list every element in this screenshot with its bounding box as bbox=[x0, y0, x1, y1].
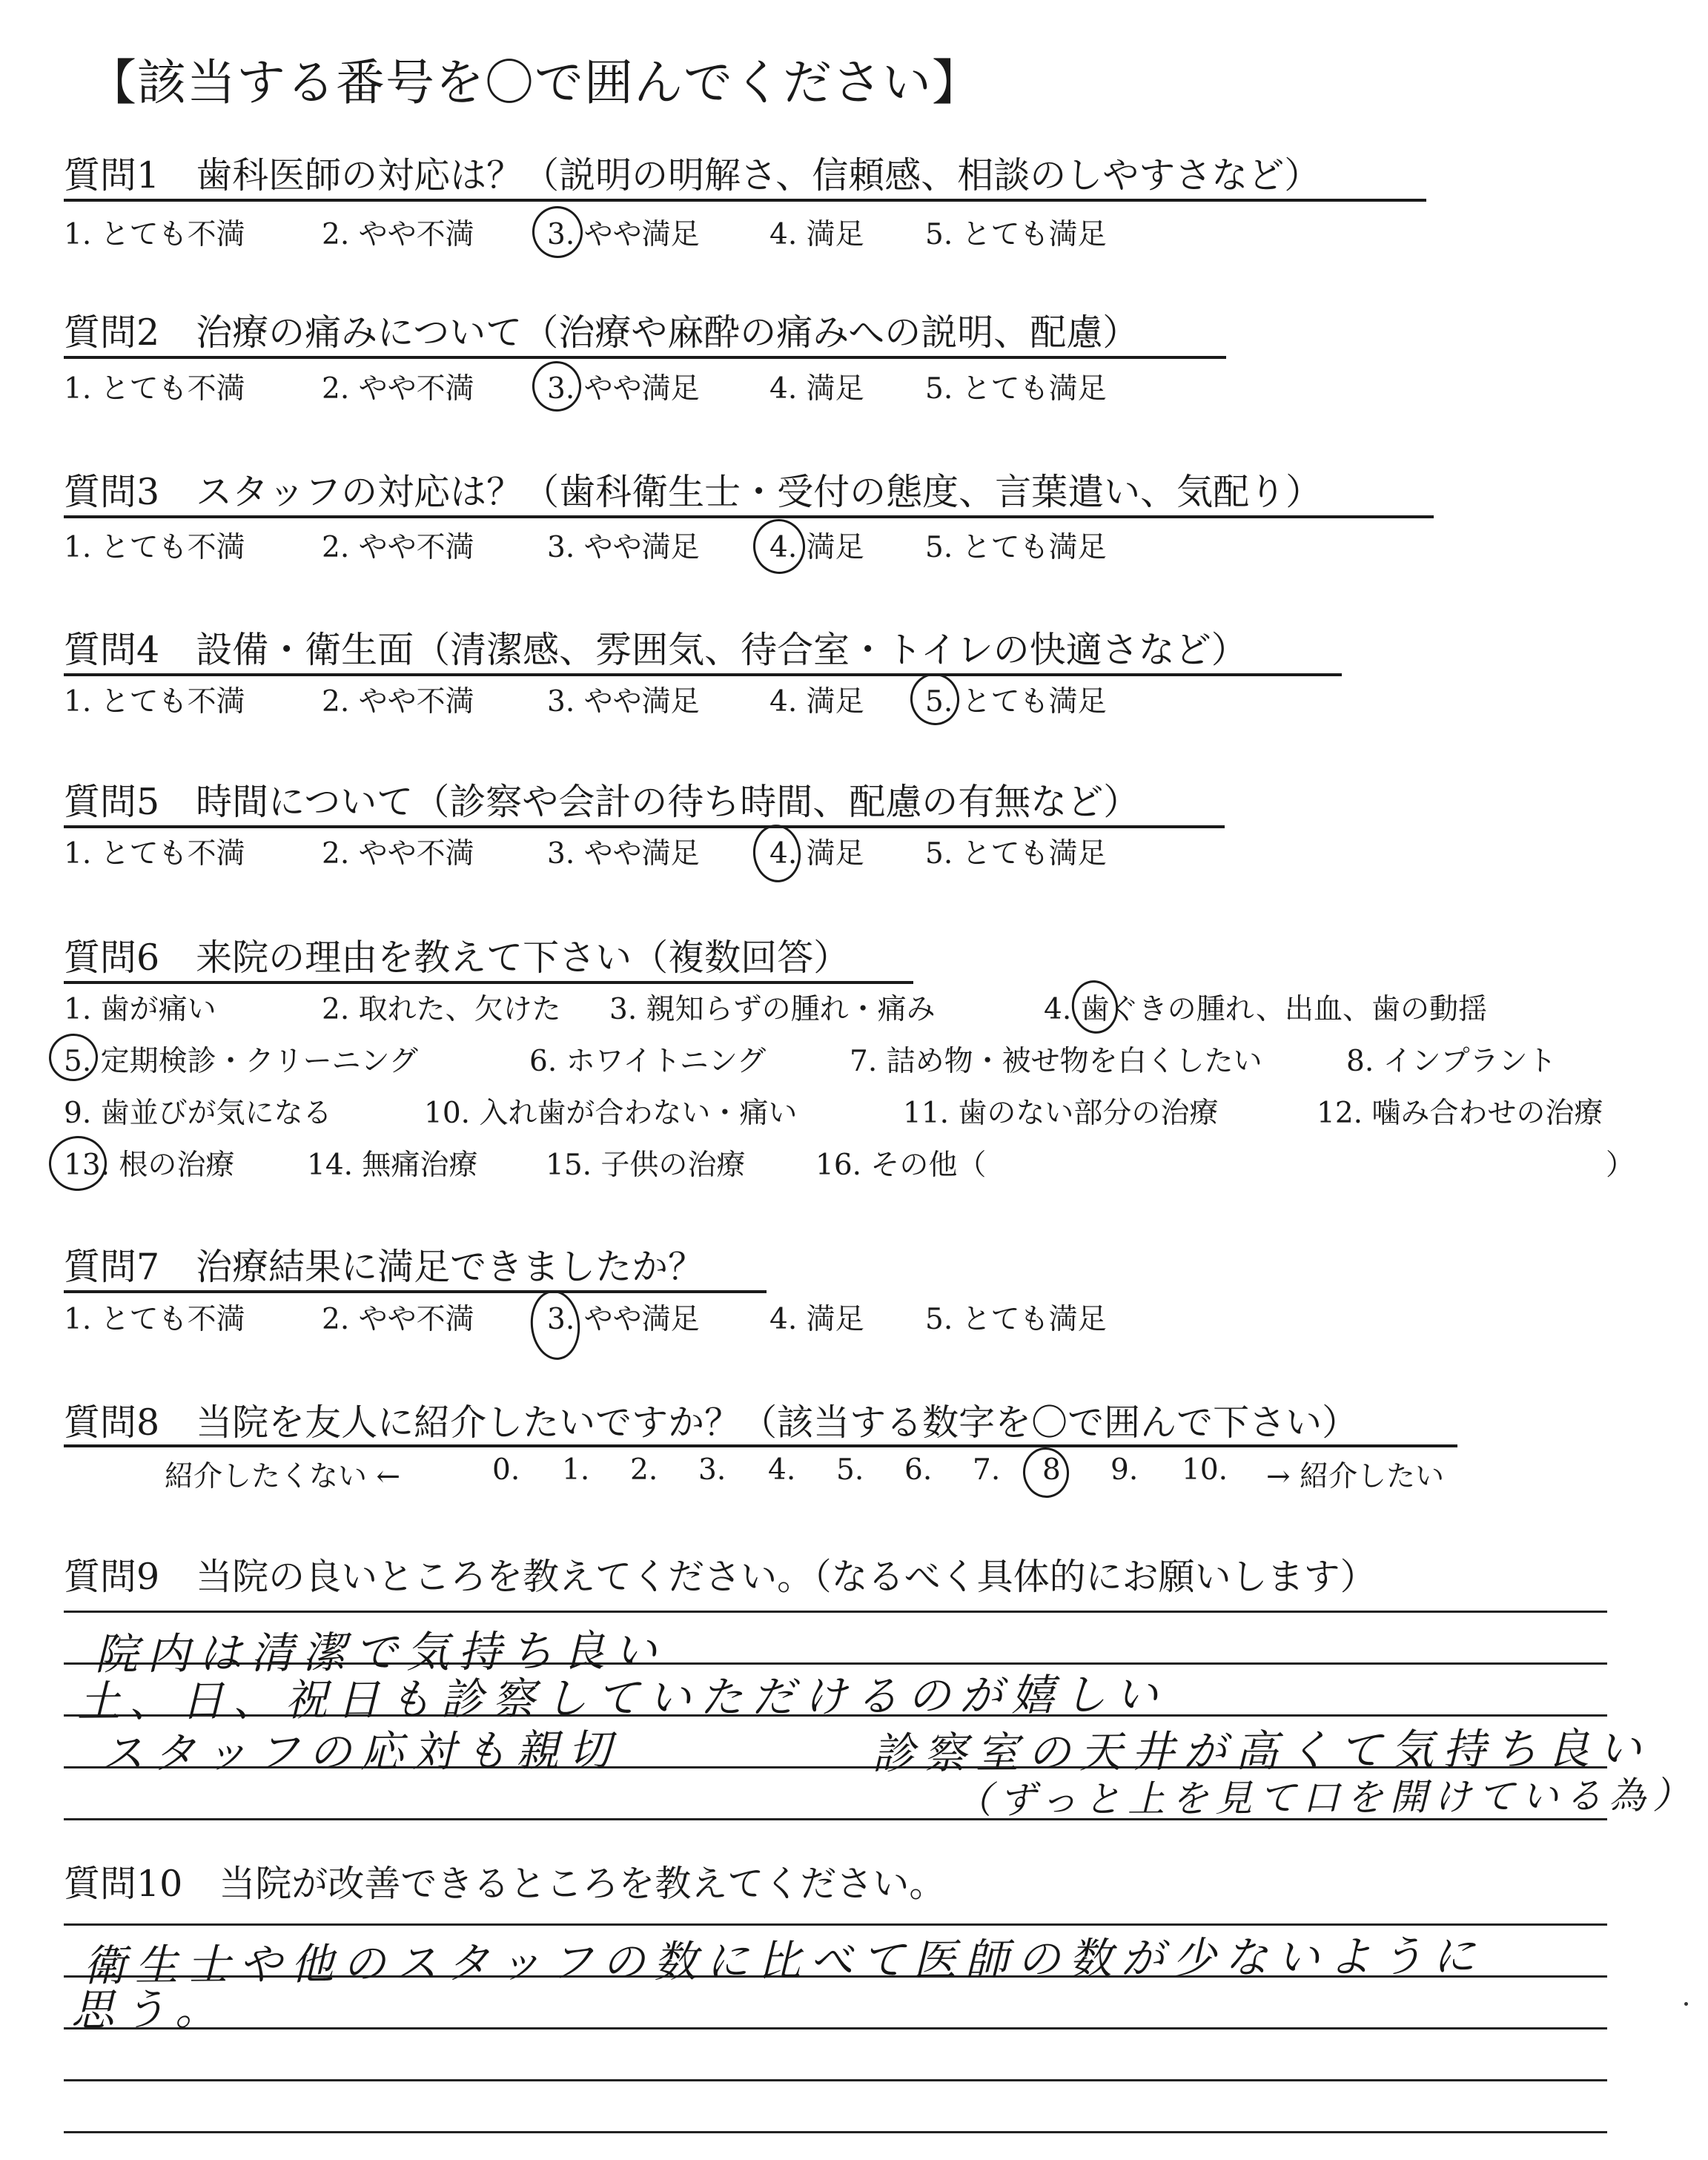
q6-option-12[interactable]: 12. 噛み合わせの治療 bbox=[1317, 1097, 1603, 1130]
question-5-underline bbox=[64, 825, 1225, 828]
q8-score-0[interactable]: 0. bbox=[492, 1453, 520, 1487]
q6-option-13[interactable]: 13. 根の治療 bbox=[64, 1149, 235, 1182]
q9-answer-text-1: 院内は清潔で気持ち良い bbox=[94, 1625, 666, 1680]
q10-answer-line-5 bbox=[64, 2131, 1607, 2133]
scan-speck bbox=[1684, 2002, 1688, 2006]
q3-option-3[interactable]: 3. やや満足 bbox=[547, 531, 700, 564]
q6-option-9[interactable]: 9. 歯並びが気になる bbox=[64, 1097, 332, 1130]
q7-option-2[interactable]: 2. やや不満 bbox=[322, 1303, 474, 1336]
q3-option-4[interactable]: 4. 満足 bbox=[769, 531, 864, 564]
question-6-underline bbox=[64, 981, 913, 984]
question-8-heading: 質問8 当院を友人に紹介したいですか？（該当する数字を〇で囲んで下さい） bbox=[64, 1401, 1359, 1444]
q4-option-5[interactable]: 5. とても満足 bbox=[925, 685, 1107, 719]
q8-score-8[interactable]: 8 bbox=[1042, 1453, 1061, 1487]
q2-option-1[interactable]: 1. とても不満 bbox=[64, 372, 245, 406]
q8-score-1[interactable]: 1. bbox=[562, 1453, 590, 1487]
q3-option-5[interactable]: 5. とても満足 bbox=[925, 531, 1107, 564]
q2-option-2[interactable]: 2. やや不満 bbox=[322, 372, 474, 406]
q9-answer-text-5: （ずっと上を見て口を開けている為） bbox=[954, 1774, 1697, 1822]
question-4-heading: 質問4 設備・衛生面（清潔感、雰囲気、待合室・トイレの快適さなど） bbox=[64, 629, 1248, 671]
q6-option-5[interactable]: 5. 定期検診・クリーニング bbox=[64, 1045, 418, 1078]
q2-option-3[interactable]: 3. やや満足 bbox=[547, 372, 700, 406]
q8-score-9[interactable]: 9. bbox=[1110, 1453, 1139, 1487]
question-4-underline bbox=[64, 673, 1342, 676]
q5-option-5[interactable]: 5. とても満足 bbox=[925, 837, 1107, 871]
question-5-heading: 質問5 時間について（診察や会計の待ち時間、配慮の有無など） bbox=[64, 781, 1140, 823]
q8-left-label: 紹介したくない ← bbox=[165, 1460, 401, 1493]
q2-option-4[interactable]: 4. 満足 bbox=[769, 372, 864, 406]
q10-answer-text-1: 衛生士や他のスタッフの数に比べて医師の数が少ないように bbox=[82, 1930, 1485, 1991]
q9-answer-text-4: 診察室の天井が高くて気持ち良い bbox=[871, 1723, 1651, 1779]
q6-option-16[interactable]: 16. その他（ bbox=[815, 1149, 987, 1182]
question-1-heading: 質問1 歯科医師の対応は？（説明の明解さ、信頼感、相談のしやすさなど） bbox=[64, 154, 1321, 196]
question-7-underline bbox=[64, 1290, 767, 1293]
q8-score-2[interactable]: 2. bbox=[630, 1453, 658, 1487]
question-9-heading: 質問9 当院の良いところを教えてください。（なるべく具体的にお願いします） bbox=[64, 1556, 1377, 1598]
q3-option-2[interactable]: 2. やや不満 bbox=[322, 531, 474, 564]
question-7-heading: 質問7 治療結果に満足できましたか？ bbox=[64, 1246, 705, 1288]
q7-option-3[interactable]: 3. やや満足 bbox=[547, 1303, 700, 1336]
q6-option-7[interactable]: 7. 詰め物・被せ物を白くしたい bbox=[850, 1045, 1262, 1078]
q5-option-3[interactable]: 3. やや満足 bbox=[547, 837, 700, 871]
q6-option-3[interactable]: 3. 親知らずの腫れ・痛み bbox=[609, 993, 936, 1026]
question-3-heading: 質問3 スタッフの対応は？（歯科衛生士・受付の態度、言葉遣い、気配り） bbox=[64, 471, 1323, 513]
q6-option-11[interactable]: 11. 歯のない部分の治療 bbox=[903, 1097, 1219, 1130]
question-6-heading: 質問6 来院の理由を教えて下さい（複数回答） bbox=[64, 937, 850, 979]
q4-option-1[interactable]: 1. とても不満 bbox=[64, 685, 245, 719]
q10-answer-text-2: 思う。 bbox=[70, 1984, 228, 2035]
q6-option-15[interactable]: 15. 子供の治療 bbox=[546, 1149, 746, 1182]
q4-option-2[interactable]: 2. やや不満 bbox=[322, 685, 474, 719]
q1-option-3[interactable]: 3. やや満足 bbox=[547, 218, 700, 251]
q8-right-label: → 紹介したい bbox=[1266, 1460, 1445, 1493]
question-2-heading: 質問2 治療の痛みについて（治療や麻酔の痛みへの説明、配慮） bbox=[64, 311, 1139, 354]
question-10-heading: 質問10 当院が改善できるところを教えてください。 bbox=[64, 1863, 946, 1905]
q8-score-5[interactable]: 5. bbox=[836, 1453, 864, 1487]
question-8-underline bbox=[64, 1444, 1457, 1447]
q5-option-1[interactable]: 1. とても不満 bbox=[64, 837, 245, 871]
q10-answer-line-4 bbox=[64, 2079, 1607, 2081]
question-1-underline bbox=[64, 199, 1426, 202]
q8-score-6[interactable]: 6. bbox=[904, 1453, 933, 1487]
q5-option-4[interactable]: 4. 満足 bbox=[769, 837, 864, 871]
q7-option-5[interactable]: 5. とても満足 bbox=[925, 1303, 1107, 1336]
question-2-underline bbox=[64, 356, 1226, 359]
q4-option-4[interactable]: 4. 満足 bbox=[769, 685, 864, 719]
q4-option-3[interactable]: 3. やや満足 bbox=[547, 685, 700, 719]
q5-option-2[interactable]: 2. やや不満 bbox=[322, 837, 474, 871]
q6-option-6[interactable]: 6. ホワイトニング bbox=[529, 1045, 767, 1078]
page-title: 【該当する番号を〇で囲んでください】 bbox=[87, 54, 982, 111]
q6-option-4[interactable]: 4. 歯ぐきの腫れ、出血、歯の動揺 bbox=[1044, 993, 1487, 1026]
q6-option-14[interactable]: 14. 無痛治療 bbox=[307, 1149, 478, 1182]
q3-option-1[interactable]: 1. とても不満 bbox=[64, 531, 245, 564]
q8-score-4[interactable]: 4. bbox=[768, 1453, 796, 1487]
q6-option-10[interactable]: 10. 入れ歯が合わない・痛い bbox=[424, 1097, 798, 1130]
q6-option-2[interactable]: 2. 取れた、欠けた bbox=[322, 993, 561, 1026]
question-3-underline bbox=[64, 515, 1434, 518]
q8-answer-circle bbox=[1021, 1445, 1072, 1500]
q8-score-7[interactable]: 7. bbox=[973, 1453, 1001, 1487]
q1-option-2[interactable]: 2. やや不満 bbox=[322, 218, 474, 251]
q7-option-4[interactable]: 4. 満足 bbox=[769, 1303, 864, 1336]
q9-answer-text-2: 土、日、祝日も診察していただけるのが嬉しい bbox=[76, 1668, 1168, 1727]
q6-option-1[interactable]: 1. 歯が痛い bbox=[64, 993, 216, 1026]
q1-option-4[interactable]: 4. 満足 bbox=[769, 218, 864, 251]
q6-other-close-paren: ） bbox=[1606, 1149, 1635, 1182]
q9-answer-text-3: スタッフの応対も親切 bbox=[100, 1725, 620, 1779]
q7-option-1[interactable]: 1. とても不満 bbox=[64, 1303, 245, 1336]
q2-option-5[interactable]: 5. とても満足 bbox=[925, 372, 1107, 406]
q8-score-3[interactable]: 3. bbox=[698, 1453, 726, 1487]
q1-option-5[interactable]: 5. とても満足 bbox=[925, 218, 1107, 251]
q6-option-8[interactable]: 8. インプラント bbox=[1346, 1045, 1557, 1078]
q9-answer-line-1 bbox=[64, 1611, 1607, 1613]
q8-score-10[interactable]: 10. bbox=[1182, 1453, 1228, 1487]
q1-option-1[interactable]: 1. とても不満 bbox=[64, 218, 245, 251]
q10-answer-line-3 bbox=[64, 2027, 1607, 2029]
